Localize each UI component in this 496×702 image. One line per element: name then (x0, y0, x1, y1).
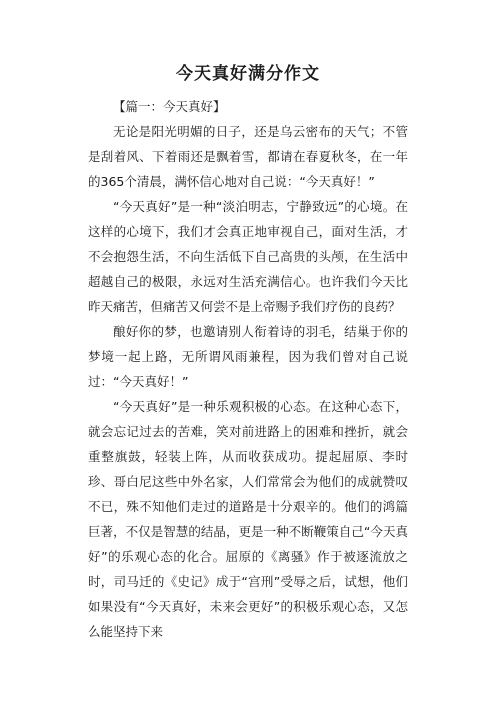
section-heading: 【篇一：今天真好】 (113, 99, 226, 114)
document-body (88, 94, 408, 644)
paragraph: “今天真好”是一种“淡泊明志，宁静致远”的心境。在这样的心境下，我们才会真正地审视自己，面对生活，才不会抱怨生活，不向生活低下自己高贵的头颅，在生活中超越自己的极限，永远对生活充满信心。也许我们今天比昨天痛苦，但痛苦又何尝不是上帝赐予我们疗伤的良药？ (88, 199, 408, 314)
paragraph: “今天真好”是一种乐观积极的心态。在这种心态下，就会忘记过去的苦难，笑对前进路上的困难和挫折，就会重整旗鼓，轻装上阵，从而收获成功。提起屈原、李时珍、哥白尼这些中外名家，人们常常会为他们的成就赞叹不已，殊不知他们走过的道路是十分艰辛的。他们的鸿篇巨著，不仅是智慧的结晶，更是一种不断鞭策自己“今天真好”的乐观心态的化合。屈原的《离骚》作于被逐流放之时，司马迁的《史记》成于“宫刑”受辱之后，试想，他们如果没有“今天真好，未来会更好”的积极乐观心态，又怎么能坚持下来 (88, 399, 408, 639)
paragraph: 无论是阳光明媚的日子，还是乌云密布的天气；不管是刮着风、下着雨还是飘着雪，都请在春夏秋冬，在一年的365个清晨，满怀信心地对自己说：“今天真好！” (88, 124, 408, 189)
paragraph: 酿好你的梦，也邀请别人衔着诗的羽毛，结巢于你的梦境一起上路，无所谓风雨兼程，因为我们曾对自己说过：“今天真好！” (88, 324, 408, 389)
document-title: 今天真好满分作文 (176, 64, 320, 84)
